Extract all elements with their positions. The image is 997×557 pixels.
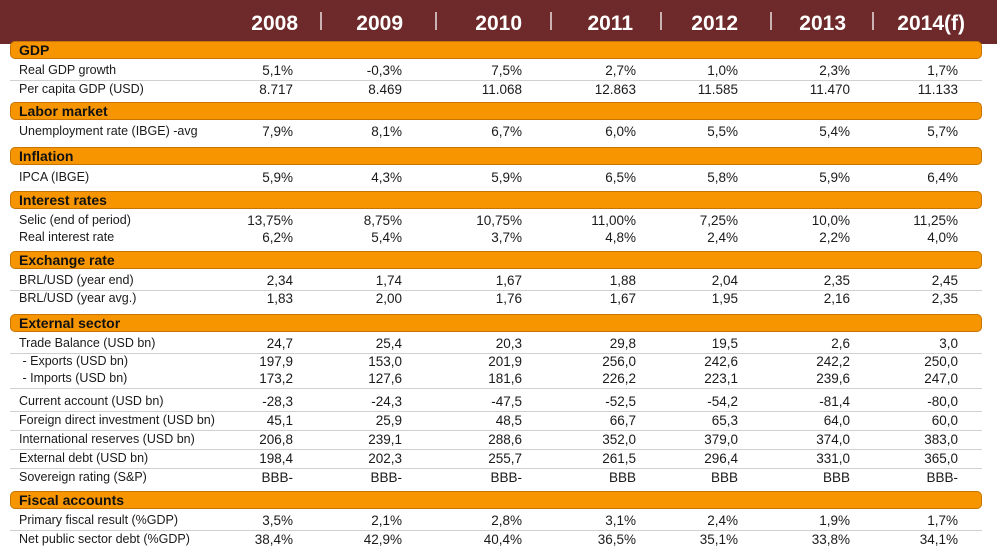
value-cell-2009: 42,9% xyxy=(363,532,402,547)
value-cell-2013: -81,4 xyxy=(819,394,850,409)
table-row xyxy=(10,212,982,230)
value-cell-2012: 2,04 xyxy=(711,273,738,288)
header-divider xyxy=(320,12,322,30)
value-cell-2011: 256,0 xyxy=(602,354,636,369)
value-cell-2011: 4,8% xyxy=(605,230,636,245)
value-cell-2010: 20,3 xyxy=(495,336,522,351)
value-cell-2012: 11.585 xyxy=(697,82,738,97)
section-header: Inflation xyxy=(10,147,982,165)
value-cell-2013: 33,8% xyxy=(811,532,850,547)
value-cell-2013: 2,3% xyxy=(819,63,850,78)
table-row xyxy=(10,370,982,389)
value-cell-2013: 239,6 xyxy=(816,371,850,386)
value-cell-2008: 206,8 xyxy=(259,432,293,447)
value-cell-2011: -52,5 xyxy=(605,394,636,409)
row-label: BRL/USD (year avg.) xyxy=(19,291,137,305)
table-row xyxy=(10,290,982,308)
value-cell-2008: 13,75% xyxy=(247,213,293,228)
table-row xyxy=(10,335,982,354)
value-cell-2008: 173,2 xyxy=(259,371,293,386)
value-cell-2009: 25,9 xyxy=(375,413,402,428)
value-cell-2013: 374,0 xyxy=(816,432,850,447)
value-cell-2008: -28,3 xyxy=(262,394,293,409)
value-cell-2011: BBB xyxy=(608,470,636,485)
value-cell-2011: 1,67 xyxy=(609,291,636,306)
table-row xyxy=(10,450,982,469)
table-row xyxy=(10,62,982,81)
value-cell-2008: 38,4% xyxy=(254,532,293,547)
value-cell-2010: 2,8% xyxy=(491,513,522,528)
value-cell-2010: 6,7% xyxy=(491,124,522,139)
value-cell-2010: 48,5 xyxy=(495,413,522,428)
section-header: Interest rates xyxy=(10,191,982,209)
table-row xyxy=(10,431,982,450)
value-cell-2011: 3,1% xyxy=(605,513,636,528)
value-cell-2008: 24,7 xyxy=(266,336,293,351)
value-cell-2009: 8.469 xyxy=(368,82,402,97)
value-cell-2009: 239,1 xyxy=(368,432,402,447)
value-cell-2014f: 5,7% xyxy=(927,124,958,139)
row-label: International reserves (USD bn) xyxy=(19,432,195,446)
value-cell-2014f: 3,0 xyxy=(939,336,958,351)
value-cell-2013: 2,6 xyxy=(831,336,850,351)
value-cell-2014f: 6,4% xyxy=(927,170,958,185)
value-cell-2013: 2,35 xyxy=(823,273,850,288)
value-cell-2014f: 250,0 xyxy=(924,354,958,369)
year-header-2013: 2013 xyxy=(799,12,846,35)
value-cell-2013: 1,9% xyxy=(819,513,850,528)
row-label: Foreign direct investment (USD bn) xyxy=(19,413,215,427)
value-cell-2008: 1,83 xyxy=(266,291,293,306)
value-cell-2013: 11.470 xyxy=(809,82,850,97)
table-row xyxy=(10,531,982,549)
value-cell-2010: 1,67 xyxy=(495,273,522,288)
value-cell-2010: 201,9 xyxy=(488,354,522,369)
value-cell-2009: 202,3 xyxy=(368,451,402,466)
row-label: Current account (USD bn) xyxy=(19,394,164,408)
value-cell-2010: 3,7% xyxy=(491,230,522,245)
value-cell-2013: 64,0 xyxy=(823,413,850,428)
value-cell-2013: 2,16 xyxy=(823,291,850,306)
value-cell-2010: 40,4% xyxy=(483,532,522,547)
section-header: Labor market xyxy=(10,102,982,120)
value-cell-2012: 1,0% xyxy=(707,63,738,78)
value-cell-2014f: 4,0% xyxy=(927,230,958,245)
value-cell-2008: 3,5% xyxy=(262,513,293,528)
value-cell-2012: 65,3 xyxy=(711,413,738,428)
row-label: BRL/USD (year end) xyxy=(19,273,134,287)
value-cell-2012: 35,1% xyxy=(699,532,738,547)
value-cell-2008: 6,2% xyxy=(262,230,293,245)
section-header: Fiscal accounts xyxy=(10,491,982,509)
value-cell-2011: 12.863 xyxy=(594,82,636,97)
value-cell-2012: 379,0 xyxy=(704,432,738,447)
value-cell-2014f: 2,45 xyxy=(931,273,958,288)
value-cell-2013: 5,4% xyxy=(819,124,850,139)
value-cell-2014f: 34,1% xyxy=(919,532,958,547)
value-cell-2009: 2,1% xyxy=(371,513,402,528)
row-label: - Imports (USD bn) xyxy=(19,371,128,385)
value-cell-2012: 242,6 xyxy=(704,354,738,369)
year-header-2014f: 2014(f) xyxy=(897,12,965,35)
row-label: Primary fiscal result (%GDP) xyxy=(19,513,179,527)
table-row xyxy=(10,229,982,247)
value-cell-2009: 2,00 xyxy=(375,291,402,306)
value-cell-2012: 5,8% xyxy=(707,170,738,185)
row-label: Unemployment rate (IBGE) -avg xyxy=(19,124,198,138)
value-cell-2014f: BBB- xyxy=(926,470,958,485)
table-row xyxy=(10,512,982,531)
value-cell-2008: 8.717 xyxy=(259,82,293,97)
value-cell-2009: -0,3% xyxy=(366,63,402,78)
value-cell-2009: -24,3 xyxy=(371,394,402,409)
year-header-2010: 2010 xyxy=(475,12,522,35)
year-header-2012: 2012 xyxy=(691,12,738,35)
value-cell-2014f: 1,7% xyxy=(927,63,958,78)
year-header-2009: 2009 xyxy=(356,12,403,35)
year-header-2008: 2008 xyxy=(251,12,298,35)
value-cell-2010: 11.068 xyxy=(481,82,522,97)
value-cell-2011: 29,8 xyxy=(609,336,636,351)
value-cell-2012: 223,1 xyxy=(704,371,738,386)
value-cell-2010: 181,6 xyxy=(488,371,522,386)
value-cell-2011: 261,5 xyxy=(602,451,636,466)
value-cell-2010: 5,9% xyxy=(491,170,522,185)
value-cell-2012: 5,5% xyxy=(707,124,738,139)
row-label: Real GDP growth xyxy=(19,63,117,77)
header-divider xyxy=(435,12,437,30)
value-cell-2008: 5,9% xyxy=(262,170,293,185)
value-cell-2008: 7,9% xyxy=(262,124,293,139)
value-cell-2008: 45,1 xyxy=(266,413,293,428)
table-row xyxy=(10,272,982,291)
value-cell-2012: 2,4% xyxy=(707,230,738,245)
value-cell-2011: 2,7% xyxy=(605,63,636,78)
year-header-2011: 2011 xyxy=(587,12,633,35)
value-cell-2013: 331,0 xyxy=(816,451,850,466)
value-cell-2013: 5,9% xyxy=(819,170,850,185)
row-label: Real interest rate xyxy=(19,230,115,244)
value-cell-2010: 255,7 xyxy=(488,451,522,466)
value-cell-2014f: 11.133 xyxy=(917,82,958,97)
value-cell-2008: 198,4 xyxy=(259,451,293,466)
value-cell-2014f: 11,25% xyxy=(913,213,958,228)
header-divider xyxy=(872,12,874,30)
value-cell-2011: 226,2 xyxy=(602,371,636,386)
value-cell-2008: BBB- xyxy=(261,470,293,485)
section-header: GDP xyxy=(10,41,982,59)
row-label: Trade Balance (USD bn) xyxy=(19,336,156,350)
row-label: Per capita GDP (USD) xyxy=(19,82,144,96)
row-label: Selic (end of period) xyxy=(19,213,131,227)
value-cell-2011: 36,5% xyxy=(597,532,636,547)
value-cell-2012: -54,2 xyxy=(707,394,738,409)
table-row xyxy=(10,393,982,412)
row-label: IPCA (IBGE) xyxy=(19,170,90,184)
value-cell-2009: 127,6 xyxy=(368,371,402,386)
value-cell-2013: BBB xyxy=(822,470,850,485)
table-row xyxy=(10,123,982,141)
value-cell-2012: 2,4% xyxy=(707,513,738,528)
value-cell-2012: 1,95 xyxy=(711,291,738,306)
value-cell-2009: 5,4% xyxy=(371,230,402,245)
value-cell-2010: 1,76 xyxy=(495,291,522,306)
table-header xyxy=(0,0,997,44)
value-cell-2009: BBB- xyxy=(370,470,402,485)
value-cell-2013: 10,0% xyxy=(811,213,850,228)
value-cell-2013: 2,2% xyxy=(819,230,850,245)
value-cell-2010: -47,5 xyxy=(491,394,522,409)
value-cell-2014f: 365,0 xyxy=(924,451,958,466)
value-cell-2009: 8,1% xyxy=(371,124,402,139)
row-label: - Exports (USD bn) xyxy=(19,354,129,368)
value-cell-2010: 10,75% xyxy=(476,213,522,228)
row-label: Net public sector debt (%GDP) xyxy=(19,532,190,546)
table-row xyxy=(10,412,982,431)
value-cell-2014f: 60,0 xyxy=(931,413,958,428)
table-row xyxy=(10,169,982,187)
value-cell-2009: 25,4 xyxy=(375,336,402,351)
value-cell-2011: 11,00% xyxy=(591,213,636,228)
value-cell-2011: 6,0% xyxy=(605,124,636,139)
value-cell-2009: 153,0 xyxy=(368,354,402,369)
value-cell-2010: 288,6 xyxy=(488,432,522,447)
table-row xyxy=(10,469,982,487)
value-cell-2008: 5,1% xyxy=(262,63,293,78)
row-label: Sovereign rating (S&P) xyxy=(19,470,147,484)
table-row xyxy=(10,81,982,99)
value-cell-2012: 296,4 xyxy=(704,451,738,466)
value-cell-2012: 19,5 xyxy=(711,336,738,351)
header-divider xyxy=(550,12,552,30)
value-cell-2014f: 383,0 xyxy=(924,432,958,447)
value-cell-2008: 2,34 xyxy=(266,273,293,288)
value-cell-2012: BBB xyxy=(710,470,738,485)
value-cell-2013: 242,2 xyxy=(816,354,850,369)
table-row xyxy=(10,353,982,371)
section-header: Exchange rate xyxy=(10,251,982,269)
value-cell-2014f: 1,7% xyxy=(927,513,958,528)
value-cell-2008: 197,9 xyxy=(259,354,293,369)
value-cell-2010: BBB- xyxy=(490,470,522,485)
value-cell-2011: 1,88 xyxy=(609,273,636,288)
value-cell-2012: 7,25% xyxy=(699,213,738,228)
value-cell-2014f: 247,0 xyxy=(924,371,958,386)
value-cell-2011: 66,7 xyxy=(609,413,636,428)
row-label: External debt (USD bn) xyxy=(19,451,149,465)
value-cell-2009: 4,3% xyxy=(371,170,402,185)
section-header: External sector xyxy=(10,314,982,332)
value-cell-2011: 352,0 xyxy=(602,432,636,447)
value-cell-2010: 7,5% xyxy=(491,63,522,78)
value-cell-2014f: -80,0 xyxy=(927,394,958,409)
value-cell-2014f: 2,35 xyxy=(931,291,958,306)
value-cell-2009: 8,75% xyxy=(363,213,402,228)
value-cell-2011: 6,5% xyxy=(605,170,636,185)
value-cell-2009: 1,74 xyxy=(375,273,402,288)
